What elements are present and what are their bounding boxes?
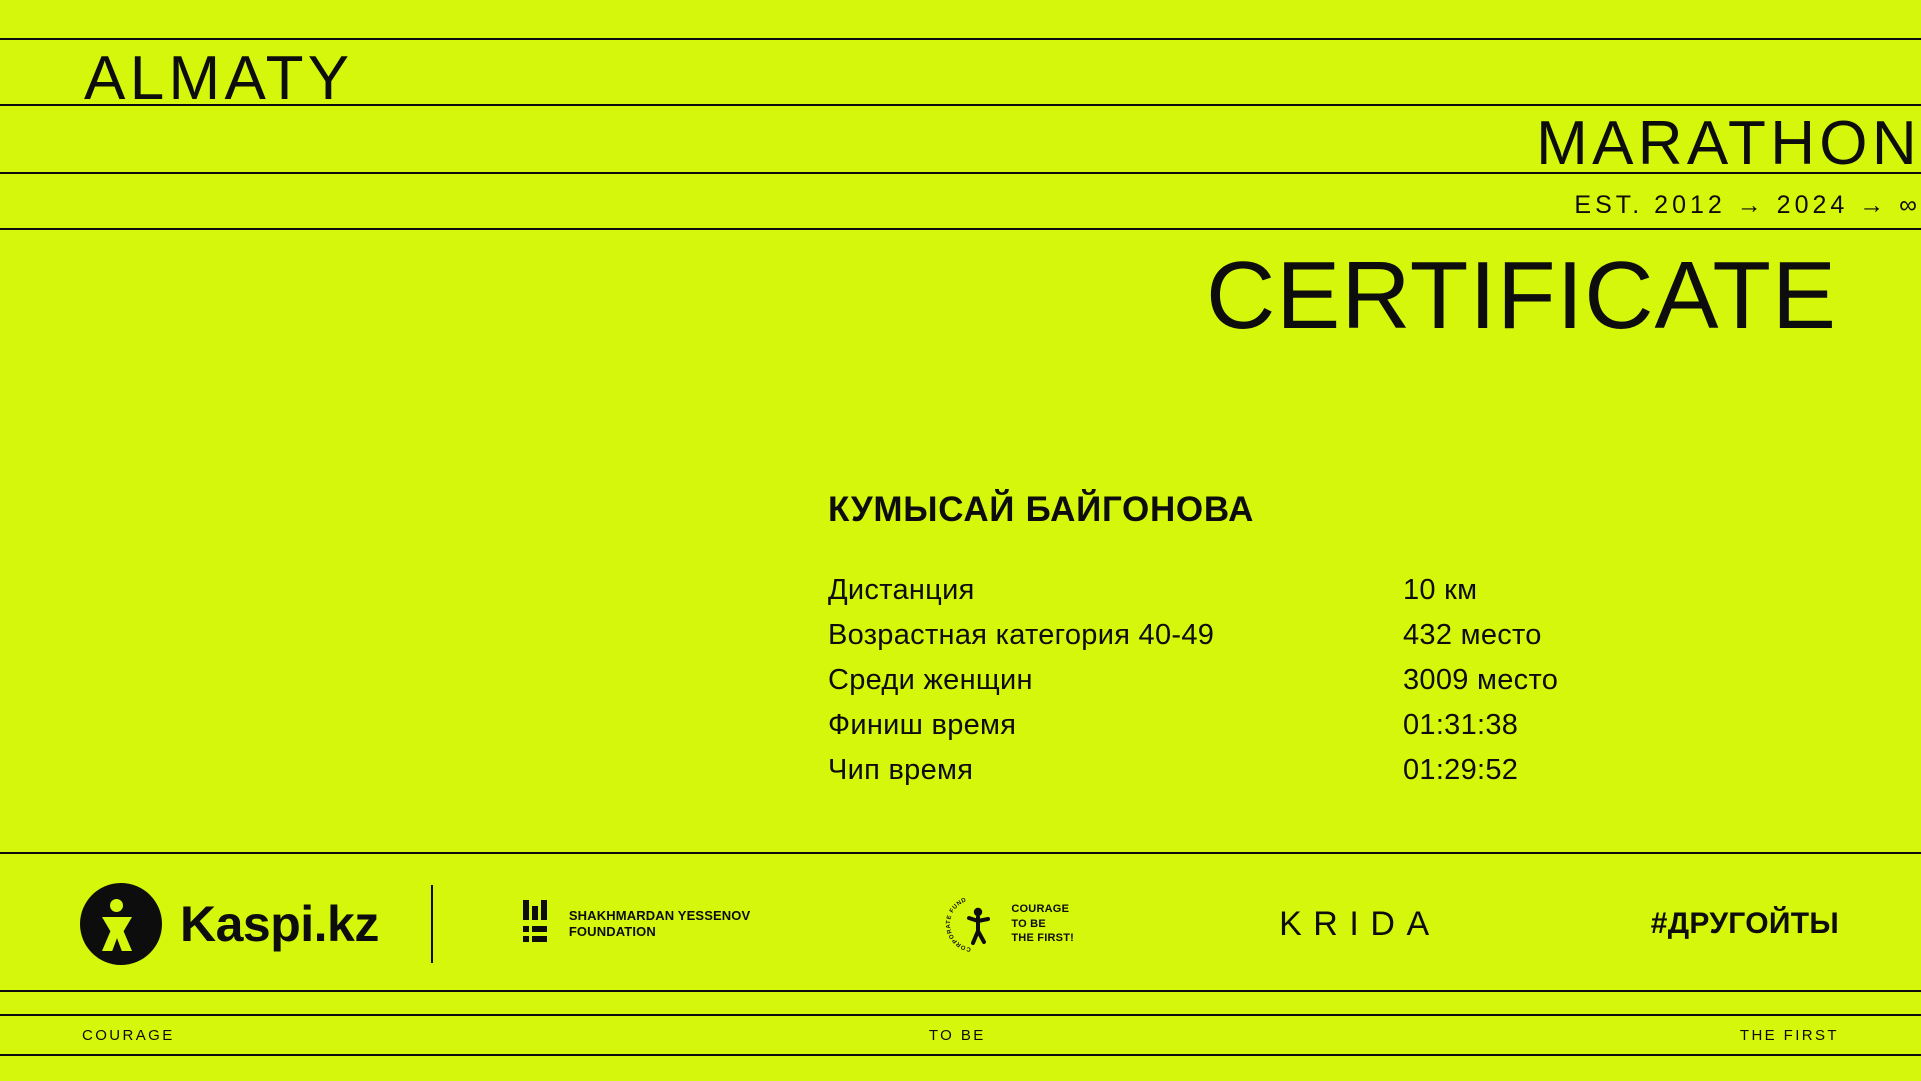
sponsor-kaspi [80,883,379,965]
rule-top [0,38,1921,40]
footer-tagline [0,1018,1921,1052]
sponsor-hashtag: #ДРУГОЙТЫ [1650,907,1839,940]
stat-value-finish-time: 01:31:38 [1403,709,1519,741]
footer-right: THE FIRST [1739,1026,1839,1044]
stat-row [828,664,1838,697]
yessenov-line-1: SHAKHMARDAN YESSENOV [568,907,751,923]
yessenov-text [569,908,751,941]
stat-label-distance: Дистанция [828,574,975,606]
corporate-fund-text [1011,902,1074,947]
kaspi-wordmark: Kaspi.kz [180,896,379,952]
corporate-fund-icon [945,895,1003,953]
sponsor-krida: KRIDA [1279,904,1441,943]
brand-marathon: MARATHON [1536,109,1921,178]
established-row [0,180,1921,230]
stat-value-distance: 10 км [1403,574,1478,606]
stat-label-chip-time: Чип время [828,754,974,786]
corporate-line-1: COURAGE [1011,902,1070,915]
brand-marathon-row [0,108,1921,180]
established-text: EST. 2012 → 2024 → ∞ [1574,190,1921,219]
yessenov-line-2: FOUNDATION [568,924,656,939]
stat-value-gender: 3009 место [1403,664,1559,696]
stat-value-chip-time: 01:29:52 [1403,754,1519,786]
rule-bottom [0,1054,1921,1056]
stat-value-age-group: 432 место [1403,619,1542,651]
sponsor-strip [0,856,1921,992]
footer-left: COURAGE [82,1026,175,1044]
stat-row [828,574,1838,607]
title-block [1205,242,1837,349]
result-block [828,490,1838,799]
yessenov-logo-icon [523,900,557,948]
corporate-line-2: TO BE [1011,917,1046,930]
stat-row [828,709,1838,742]
athlete-name: КУМЫСАЙ БАЙГОНОВА [828,490,1255,529]
rule-above-sponsors [0,852,1921,854]
svg-text:CORPORATE FUND: CORPORATE FUND [946,897,972,952]
sponsor-corporate-fund [945,895,1074,953]
footer-center: TO BE [928,1026,986,1044]
brand-almaty: ALMATY [84,44,354,113]
corporate-line-3: THE FIRST! [1011,932,1075,945]
stat-label-age-group: Возрастная категория 40-49 [828,619,1215,651]
stat-row [828,619,1838,652]
stat-row [828,754,1838,787]
stat-label-gender: Среди женщин [828,664,1033,696]
sponsor-divider [431,885,433,963]
sponsor-yessenov [523,900,751,948]
kaspi-logo-icon [80,883,162,965]
stat-label-finish-time: Финиш время [828,709,1017,741]
brand-almaty-row [0,44,1921,114]
rule-above-footer [0,1014,1921,1016]
page-title: CERTIFICATE [1205,242,1837,349]
